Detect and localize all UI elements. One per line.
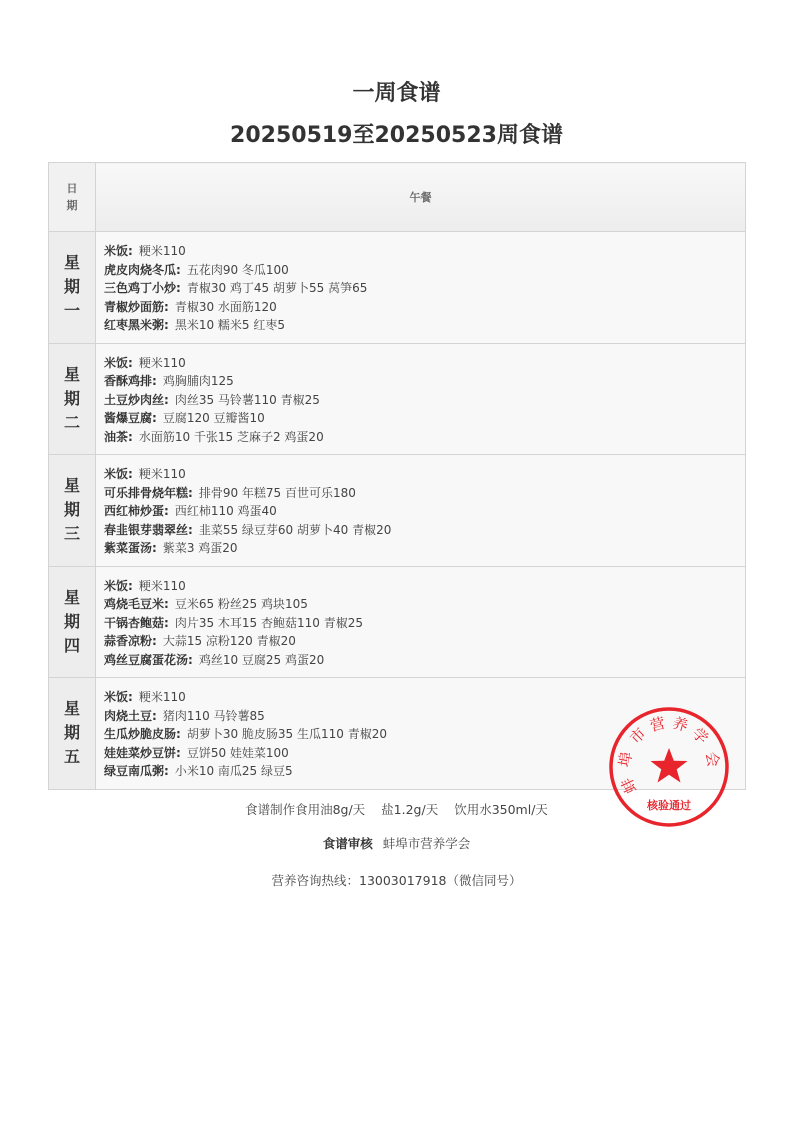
dish-name: 油茶: — [104, 429, 133, 444]
dish-name: 西红柿炒蛋: — [104, 504, 169, 518]
seal-char: 学 — [688, 724, 712, 748]
dish-ingredients: 鸡胸脯肉125 — [162, 374, 234, 388]
day-label — [49, 343, 96, 455]
dish-item — [104, 539, 737, 558]
review-line — [0, 834, 793, 852]
dish-item — [104, 428, 737, 447]
header-date-char: 日 — [66, 182, 78, 195]
dish-ingredients: 韭菜55 绿豆芽60 胡萝卜40 青椒20 — [198, 522, 392, 537]
dish-name: 可乐排骨烧年糕: — [104, 485, 193, 500]
day-label — [49, 678, 96, 790]
dish-list — [96, 343, 746, 455]
dish-ingredients: 豆腐120 豆瓣酱10 — [162, 411, 265, 425]
dish-ingredients: 青椒30 水面筋120 — [174, 299, 277, 314]
dish-name: 肉烧土豆: — [104, 708, 157, 723]
page-subtitle: 20250519至20250523周食谱 — [230, 123, 563, 148]
dish-list — [96, 566, 746, 678]
dish-item — [104, 242, 737, 261]
day-label-char: 二 — [63, 412, 80, 432]
dish-item — [104, 279, 737, 298]
table-header-row — [49, 163, 746, 232]
dish-ingredients: 豆饼50 娃娃菜100 — [186, 745, 289, 760]
dish-name: 三色鸡丁小炒: — [104, 281, 181, 295]
dish-ingredients: 鸡丝10 豆腐25 鸡蛋20 — [198, 652, 325, 667]
day-label-char: 星 — [63, 587, 80, 607]
seal-star-icon — [651, 748, 688, 783]
dish-name: 干锅杏鲍菇: — [104, 615, 169, 630]
dish-ingredients: 水面筋10 千张15 芝麻子2 鸡蛋20 — [138, 429, 324, 444]
dish-name: 米饭: — [104, 355, 133, 370]
day-label-char: 星 — [63, 699, 80, 719]
day-label-char: 四 — [63, 635, 80, 655]
dish-ingredients: 青椒30 鸡丁45 胡萝卜55 莴笋65 — [186, 281, 368, 295]
dish-item — [104, 465, 737, 484]
salt-standard: 盐1.2g/天 — [381, 802, 439, 817]
dish-item — [104, 354, 737, 373]
dish-ingredients: 粳米110 — [138, 690, 186, 704]
header-lunch: 午餐 — [96, 163, 746, 232]
table-row — [49, 455, 746, 567]
seal-stamp — [607, 705, 731, 829]
day-label-char: 期 — [63, 500, 80, 520]
dish-name: 紫菜蛋汤: — [104, 541, 157, 555]
day-label-char: 五 — [63, 747, 80, 767]
dish-item — [104, 372, 737, 391]
table-row — [49, 566, 746, 678]
dish-ingredients: 猪肉110 马铃薯85 — [162, 708, 265, 723]
dish-name: 青椒炒面筋: — [104, 299, 169, 314]
water-standard: 饮用水350ml/天 — [454, 802, 548, 817]
dish-name: 蒜香凉粉: — [104, 634, 157, 648]
dish-list — [96, 232, 746, 344]
dish-ingredients: 西红柿110 鸡蛋40 — [174, 504, 277, 518]
day-label-char: 期 — [63, 277, 80, 297]
dish-name: 香酥鸡排: — [104, 374, 157, 388]
day-label — [49, 566, 96, 678]
day-label-char: 星 — [63, 476, 80, 496]
seal-char: 埠 — [615, 750, 636, 769]
seal-char: 市 — [626, 724, 650, 748]
dish-name: 娃娃菜炒豆饼: — [104, 745, 181, 760]
dish-item — [104, 521, 737, 540]
hotline: 营养咨询热线：13003017918（微信同号） — [271, 873, 522, 888]
dish-ingredients: 胡萝卜30 脆皮肠35 生瓜110 青椒20 — [186, 727, 387, 741]
dish-ingredients: 肉片35 木耳15 杏鲍菇110 青椒25 — [174, 615, 363, 630]
seal-char: 养 — [670, 713, 690, 736]
dish-item — [104, 391, 737, 410]
day-label — [49, 232, 96, 344]
table-row — [49, 232, 746, 344]
page-title: 一周食谱 — [352, 81, 441, 106]
seal-char: 蚌 — [617, 774, 641, 797]
dish-name: 春韭银芽翡翠丝: — [104, 522, 193, 537]
dish-ingredients: 大蒜15 凉粉120 青椒20 — [162, 634, 296, 648]
day-label-char: 期 — [63, 723, 80, 743]
dish-item — [104, 409, 737, 428]
day-label-char: 星 — [63, 364, 80, 384]
dish-item — [104, 577, 737, 596]
dish-name: 生瓜炒脆皮肠: — [104, 727, 181, 741]
day-label-char: 期 — [63, 611, 80, 631]
dish-ingredients: 紫菜3 鸡蛋20 — [162, 541, 238, 555]
dish-ingredients: 粳米110 — [138, 578, 186, 593]
dish-ingredients: 小米10 南瓜25 绿豆5 — [174, 764, 293, 778]
review-label: 食谱审核 — [322, 836, 373, 851]
dish-ingredients: 排骨90 年糕75 百世可乐180 — [198, 485, 356, 500]
dish-name: 酱爆豆腐: — [104, 411, 157, 425]
dish-name: 土豆炒肉丝: — [104, 392, 169, 407]
review-org: 蚌埠市营养学会 — [382, 836, 471, 851]
day-label-char: 星 — [63, 253, 80, 273]
dish-name: 米饭: — [104, 578, 133, 593]
dish-ingredients: 粳米110 — [138, 355, 186, 370]
dish-ingredients: 豆米65 粉丝25 鸡块105 — [174, 597, 308, 611]
dish-item — [104, 688, 737, 707]
dish-item — [104, 595, 737, 614]
dish-item — [104, 316, 737, 335]
header-date-char: 期 — [66, 199, 78, 212]
dish-item — [104, 632, 737, 651]
dish-item — [104, 261, 737, 280]
menu-table — [48, 162, 746, 790]
seal-bottom-text: 核验通过 — [647, 799, 691, 812]
dish-name: 鸡烧毛豆米: — [104, 597, 169, 611]
header-date — [49, 163, 96, 232]
day-label-char: 三 — [63, 524, 80, 544]
dish-name: 虎皮肉烧冬瓜: — [104, 262, 181, 277]
dish-ingredients: 黑米10 糯米5 红枣5 — [174, 318, 285, 332]
dish-item — [104, 502, 737, 521]
dish-item — [104, 298, 737, 317]
dish-ingredients: 粳米110 — [138, 467, 186, 481]
dish-list — [96, 455, 746, 567]
day-label-char: 一 — [63, 301, 80, 321]
seal-char: 会 — [702, 750, 723, 769]
dish-ingredients: 五花肉90 冬瓜100 — [186, 262, 289, 277]
dish-item — [104, 614, 737, 633]
seal-char: 营 — [648, 713, 668, 736]
dish-ingredients: 肉丝35 马铃薯110 青椒25 — [174, 392, 320, 407]
dish-name: 米饭: — [104, 690, 133, 704]
dish-name: 米饭: — [104, 467, 133, 481]
oil-standard: 食谱制作食用油8g/天 — [245, 802, 366, 817]
dish-name: 米饭: — [104, 244, 133, 258]
table-row — [49, 343, 746, 455]
dish-item — [104, 651, 737, 670]
dish-name: 红枣黑米粥: — [104, 318, 169, 332]
dish-ingredients: 粳米110 — [138, 244, 186, 258]
dish-name: 绿豆南瓜粥: — [104, 764, 169, 778]
day-label-char: 期 — [63, 388, 80, 408]
day-label — [49, 455, 96, 567]
dish-name: 鸡丝豆腐蛋花汤: — [104, 652, 193, 667]
dish-item — [104, 484, 737, 503]
